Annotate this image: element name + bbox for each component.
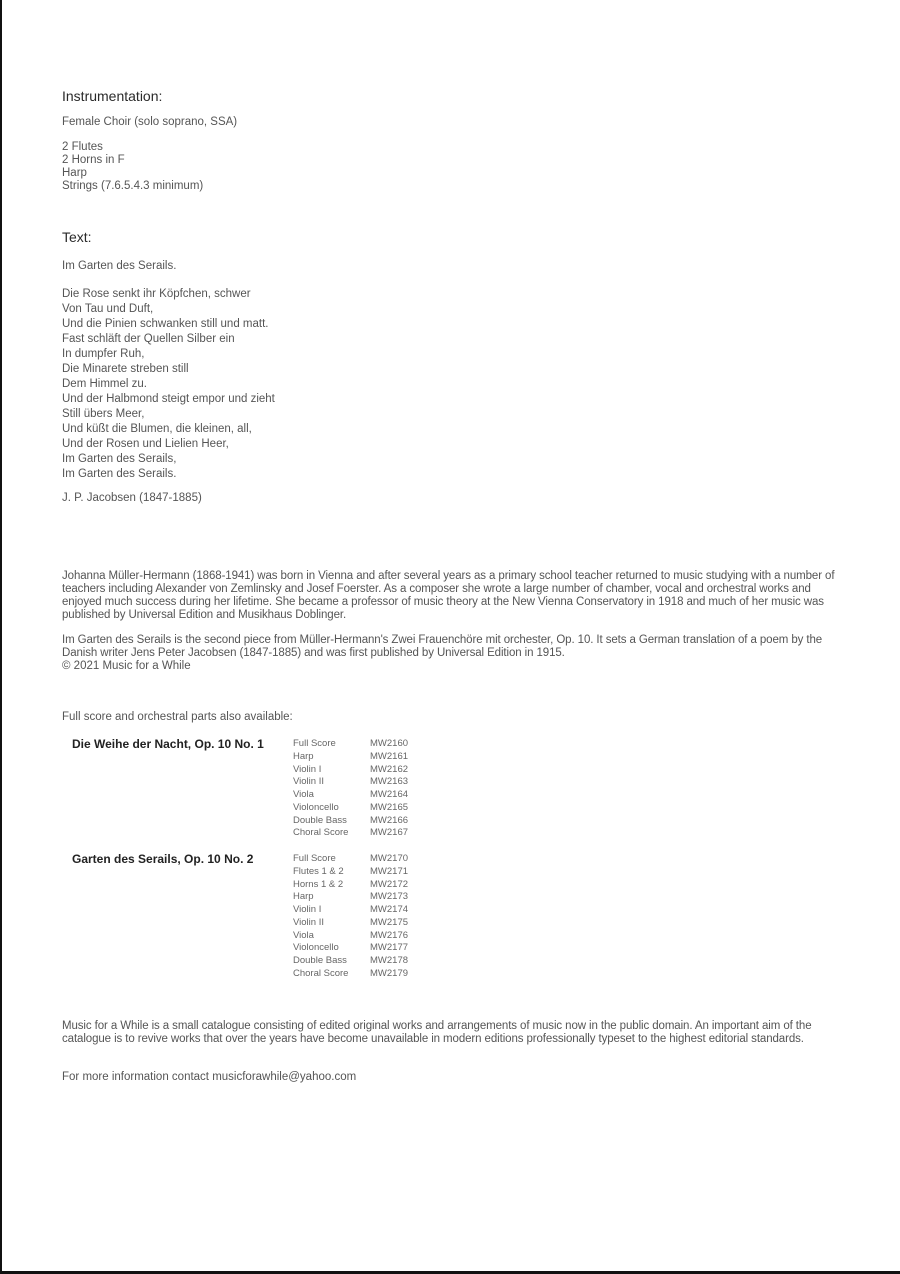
part-code: MW2161 <box>370 750 409 762</box>
part-code: MW2174 <box>370 904 409 915</box>
instrumentation-heading: Instrumentation: <box>62 88 163 104</box>
part-name: Choral Score <box>293 967 349 979</box>
poem-body <box>62 287 275 482</box>
parts-codes-list <box>370 738 408 840</box>
poem-line: Die Minarete streben still <box>62 363 189 375</box>
part-name: Full Score <box>293 738 336 749</box>
part-code: MW2177 <box>370 942 409 954</box>
catalogue-about: Music for a While is a small catalogue consisting of edited original works and arrangements of music now in the public domain. An important aim of the catalogue is to revive works that over the years have become unavailable in modern editions professionally typeset to the highest editorial standards. <box>62 1020 812 1045</box>
part-code: MW2163 <box>370 776 409 788</box>
part-name: Viola <box>293 929 314 941</box>
part-name: Violoncello <box>293 942 339 954</box>
part-name: Violin I <box>293 763 322 775</box>
poem-line: Und der Rosen und Lielien Heer, <box>62 438 229 450</box>
part-name: Double Bass <box>293 955 347 966</box>
poem-line: Dem Himmel zu. <box>62 378 147 390</box>
poem-line: Die Rose senkt ihr Köpfchen, schwer <box>62 288 251 300</box>
part-code: MW2176 <box>370 929 409 941</box>
work-note-paragraph: Im Garten des Serails is the second piece from Müller-Hermann's Zwei Frauenchöre mit orchester, Op. 10. It sets a German translation of a poem by the Danish writer Jens Peter Jacobsen (1847-1885) and was first published by Universal Edition in 1915. <box>62 634 823 659</box>
instrument-item: 2 Horns in F <box>62 154 125 166</box>
parts-names-list <box>293 738 348 840</box>
part-code: MW2175 <box>370 916 409 928</box>
part-name: Violin I <box>293 904 322 915</box>
part-code: MW2179 <box>370 967 409 979</box>
part-name: Choral Score <box>293 827 349 839</box>
bio-paragraph: Johanna Müller-Hermann (1868-1941) was born in Vienna and after several years as a primary school teacher returned to music studying with a number of teachers including Alexander von Zemlinsky and Josef Foerster. As a composer she wrote a large number of chamber, vocal and orchestral works and enjoyed much success during her lifetime. She became a professor of music theory at the New Vienna Conservatory in 1918 and much of her music was published by Universal Edition and Musikhaus Doblinger. <box>62 570 835 621</box>
instrument-item: 2 Flutes <box>62 141 103 153</box>
part-code: MW2178 <box>370 955 409 966</box>
poem-line: Still übers Meer, <box>62 408 145 420</box>
part-code: MW2172 <box>370 878 409 890</box>
part-name: Harp <box>293 891 314 903</box>
poem-line: Im Garten des Serails. <box>62 468 177 480</box>
work-title: Garten des Serails, Op. 10 No. 2 <box>72 852 254 866</box>
part-name: Violoncello <box>293 801 339 813</box>
poem-line: In dumpfer Ruh, <box>62 348 145 360</box>
poem-line: Und der Halbmond steigt empor und zieht <box>62 393 275 405</box>
part-code: MW2164 <box>370 789 409 800</box>
part-name: Viola <box>293 789 314 800</box>
part-name: Flutes 1 & 2 <box>293 865 344 877</box>
instrument-list <box>62 141 203 193</box>
part-code: MW2173 <box>370 891 409 903</box>
part-name: Horns 1 & 2 <box>293 878 344 890</box>
work-title: Die Weihe der Nacht, Op. 10 No. 1 <box>72 737 264 751</box>
part-name: Violin II <box>293 916 324 928</box>
poem-line: Im Garten des Serails, <box>62 453 177 465</box>
part-code: MW2165 <box>370 801 409 813</box>
contact-line: For more information contact musicforawhile@yahoo.com <box>62 1071 357 1083</box>
part-name: Double Bass <box>293 814 347 826</box>
text-heading: Text: <box>62 229 92 245</box>
parts-codes-list <box>370 853 408 981</box>
parts-names-list <box>293 853 348 981</box>
availability-intro: Full score and orchestral parts also available: <box>62 711 293 723</box>
part-code: MW2160 <box>370 738 409 749</box>
part-name: Harp <box>293 750 314 762</box>
poem-line: Und küßt die Blumen, die kleinen, all, <box>62 423 252 435</box>
instrument-item: Harp <box>62 167 87 179</box>
part-code: MW2170 <box>370 853 409 864</box>
part-name: Full Score <box>293 853 336 864</box>
part-code: MW2166 <box>370 814 409 826</box>
choir-line: Female Choir (solo soprano, SSA) <box>62 116 238 128</box>
poem-line: Von Tau und Duft, <box>62 303 154 315</box>
part-code: MW2167 <box>370 827 409 839</box>
part-code: MW2171 <box>370 865 409 877</box>
poem-line: Fast schläft der Quellen Silber ein <box>62 333 235 345</box>
copyright-line: © 2021 Music for a While <box>62 660 191 672</box>
poem-title: Im Garten des Serails. <box>62 260 177 272</box>
part-name: Violin II <box>293 776 324 788</box>
part-code: MW2162 <box>370 763 409 775</box>
poem-line: Und die Pinien schwanken still und matt. <box>62 318 269 330</box>
poem-author: J. P. Jacobsen (1847-1885) <box>62 492 202 504</box>
instrument-item: Strings (7.6.5.4.3 minimum) <box>62 180 204 192</box>
page-border-left <box>0 0 2 1274</box>
